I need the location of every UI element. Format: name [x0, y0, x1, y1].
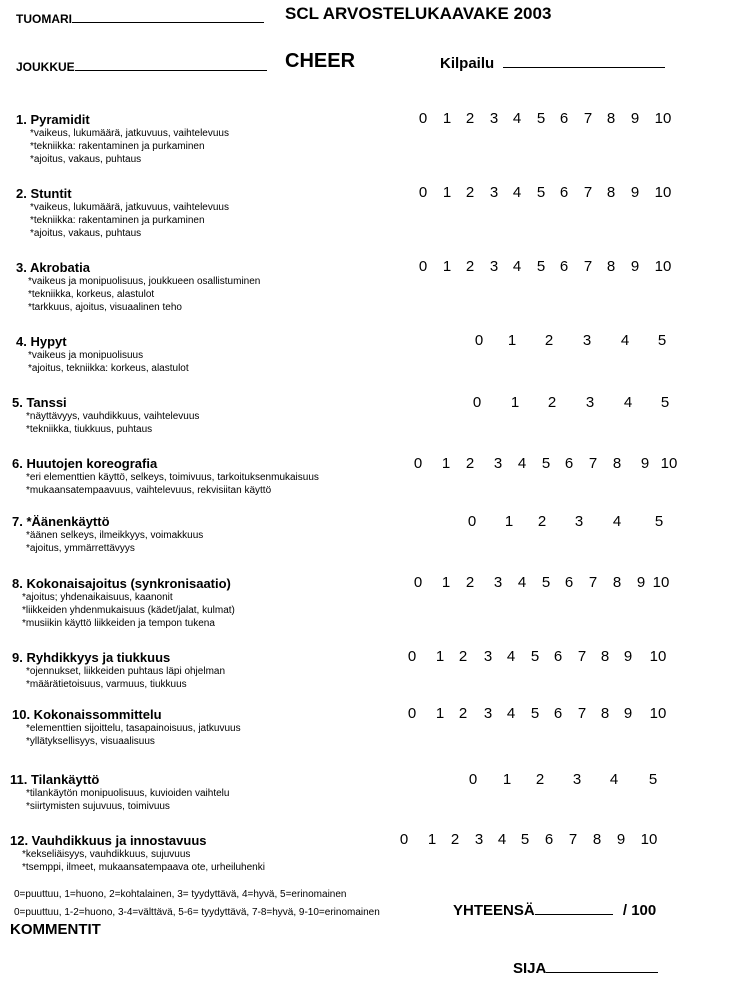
score-option[interactable]: 1 [504, 513, 514, 530]
competition-field [440, 55, 665, 72]
score-option[interactable]: 9 [623, 705, 633, 722]
score-option[interactable]: 1 [502, 771, 512, 788]
criterion-detail: *näyttävyys, vauhdikkuus, vaihtelevuus [26, 411, 200, 422]
score-option[interactable]: 2 [544, 332, 554, 349]
score-option[interactable]: 8 [606, 184, 616, 201]
competition-label: Kilpailu [440, 55, 495, 72]
score-option[interactable]: 8 [600, 705, 610, 722]
criterion-detail: *yllätyksellisyys, visuaalisuus [26, 736, 155, 747]
score-option[interactable]: 3 [489, 110, 499, 127]
score-option[interactable]: 7 [588, 455, 598, 472]
criterion [10, 772, 229, 813]
criterion-detail: *tarkkuus, ajoitus, visuaalinen teho [28, 302, 182, 313]
criterion-detail: *vaikeus ja monipuolisuus [28, 350, 144, 361]
score-option[interactable]: 10 [654, 110, 672, 127]
score-option[interactable]: 4 [623, 394, 633, 411]
criterion [16, 186, 229, 240]
score-option[interactable]: 1 [442, 110, 452, 127]
score-option[interactable]: 1 [442, 184, 452, 201]
score-option[interactable]: 4 [512, 184, 522, 201]
criterion-detail: *ajoitus, vakaus, puhtaus [30, 228, 142, 239]
score-option[interactable]: 8 [600, 648, 610, 665]
criterion-detail: *vaikeus, lukumäärä, jatkuvuus, vaihtelevuus [30, 128, 229, 139]
team-field [16, 58, 267, 74]
score-option[interactable]: 10 [649, 705, 667, 722]
score-option[interactable]: 3 [474, 831, 484, 848]
score-option[interactable]: 6 [559, 110, 569, 127]
score-option[interactable]: 5 [657, 332, 667, 349]
criterion-detail: *ojennukset, liikkeiden puhtaus läpi ohjelman [26, 666, 226, 677]
score-option[interactable]: 1 [435, 705, 445, 722]
score-option[interactable]: 0 [467, 513, 477, 530]
team-input-line[interactable] [75, 58, 267, 71]
criterion-detail: *elementtien sijoittelu, tasapainoisuus, jatkuvuus [26, 723, 241, 734]
score-option[interactable]: 5 [536, 258, 546, 275]
score-option[interactable]: 3 [582, 332, 592, 349]
score-option[interactable]: 1 [442, 258, 452, 275]
score-option[interactable]: 4 [512, 110, 522, 127]
score-option[interactable]: 10 [660, 455, 678, 472]
score-option[interactable]: 8 [606, 258, 616, 275]
criterion-detail: *tekniikka, korkeus, alastulot [28, 289, 155, 300]
rank-field [513, 960, 658, 977]
score-option[interactable]: 5 [541, 455, 551, 472]
criterion-title: 10. Kokonaissommittelu [12, 707, 162, 722]
competition-input-line[interactable] [503, 55, 665, 68]
score-option[interactable]: 9 [616, 831, 626, 848]
score-option[interactable]: 10 [652, 574, 670, 591]
score-option[interactable]: 4 [512, 258, 522, 275]
score-option[interactable]: 6 [553, 705, 563, 722]
score-option[interactable]: 2 [450, 831, 460, 848]
score-option[interactable]: 2 [465, 184, 475, 201]
score-option[interactable]: 0 [418, 258, 428, 275]
criterion [12, 456, 319, 497]
criterion [16, 260, 260, 314]
score-option[interactable]: 2 [547, 394, 557, 411]
comments-label: KOMMENTIT [10, 921, 101, 938]
criterion-detail: *määrätietoisuus, varmuus, tiukkuus [26, 679, 187, 690]
judge-input-line[interactable] [72, 10, 264, 23]
score-option[interactable]: 2 [537, 513, 547, 530]
score-option[interactable]: 0 [413, 455, 423, 472]
criterion-detail: *siirtymisten sujuvuus, toimivuus [26, 801, 170, 812]
criterion-title: 1. Pyramidit [16, 112, 90, 127]
score-option[interactable]: 7 [577, 648, 587, 665]
total-input-line[interactable] [535, 902, 613, 915]
criterion-title: 3. Akrobatia [16, 260, 90, 275]
score-option[interactable]: 3 [493, 574, 503, 591]
score-option[interactable]: 4 [612, 513, 622, 530]
score-option[interactable]: 0 [407, 648, 417, 665]
score-option[interactable]: 3 [483, 705, 493, 722]
score-option[interactable]: 9 [623, 648, 633, 665]
score-option[interactable]: 2 [465, 258, 475, 275]
score-option[interactable]: 5 [541, 574, 551, 591]
score-option[interactable]: 5 [660, 394, 670, 411]
score-option[interactable]: 1 [507, 332, 517, 349]
score-option[interactable]: 6 [564, 574, 574, 591]
score-option[interactable]: 2 [465, 455, 475, 472]
criterion-title: 7. *Äänenkäyttö [12, 514, 110, 529]
score-option[interactable]: 1 [427, 831, 437, 848]
form-title: SCL ARVOSTELUKAAVAKE 2003 [285, 4, 552, 23]
score-option[interactable]: 0 [474, 332, 484, 349]
score-option[interactable]: 1 [441, 455, 451, 472]
score-option[interactable]: 6 [564, 455, 574, 472]
score-option[interactable]: 3 [574, 513, 584, 530]
rank-label: SIJA [513, 960, 547, 977]
criterion-detail: *tekniikka: rakentaminen ja purkaminen [30, 141, 205, 152]
score-option[interactable]: 1 [435, 648, 445, 665]
score-option[interactable]: 3 [585, 394, 595, 411]
score-option[interactable]: 2 [465, 574, 475, 591]
score-option[interactable]: 5 [648, 771, 658, 788]
score-option[interactable]: 2 [535, 771, 545, 788]
score-option[interactable]: 3 [493, 455, 503, 472]
score-option[interactable]: 7 [583, 184, 593, 201]
score-option[interactable]: 0 [468, 771, 478, 788]
criterion-title: 12. Vauhdikkuus ja innostavuus [10, 833, 207, 848]
score-option[interactable]: 9 [636, 574, 646, 591]
criterion-title: 4. Hypyt [16, 334, 67, 349]
score-option[interactable]: 7 [588, 574, 598, 591]
category-title: CHEER [285, 50, 356, 72]
criterion-detail: *ajoitus; yhdenaikaisuus, kaanonit [22, 592, 173, 603]
legend-scale5: 0=puuttuu, 1=huono, 2=kohtalainen, 3= tyydyttävä, 4=hyvä, 5=erinomainen [14, 889, 347, 900]
score-option[interactable]: 0 [418, 110, 428, 127]
judge-label: TUOMARI [16, 12, 72, 26]
criterion-detail: *tekniikka, tiukkuus, puhtaus [26, 424, 153, 435]
score-option[interactable]: 8 [592, 831, 602, 848]
score-option[interactable]: 1 [441, 574, 451, 591]
score-option[interactable]: 2 [465, 110, 475, 127]
criterion [12, 707, 241, 748]
score-option[interactable]: 7 [577, 705, 587, 722]
score-option[interactable]: 0 [418, 184, 428, 201]
score-option[interactable]: 6 [559, 258, 569, 275]
criterion-detail: *eri elementtien käyttö, selkeys, toimivuus, tarkoituksenmukaisuus [26, 472, 319, 483]
score-option[interactable]: 5 [530, 705, 540, 722]
criterion [16, 112, 229, 166]
criterion [12, 576, 235, 630]
rank-input-line[interactable] [546, 960, 658, 973]
score-option[interactable]: 10 [654, 184, 672, 201]
score-option[interactable]: 0 [399, 831, 409, 848]
score-option[interactable]: 4 [517, 455, 527, 472]
score-option[interactable]: 7 [583, 110, 593, 127]
score-option[interactable]: 8 [612, 574, 622, 591]
criterion [10, 833, 265, 874]
score-option[interactable]: 8 [612, 455, 622, 472]
score-option[interactable]: 4 [497, 831, 507, 848]
score-option[interactable]: 0 [407, 705, 417, 722]
score-option[interactable]: 2 [458, 705, 468, 722]
score-option[interactable]: 2 [458, 648, 468, 665]
score-option[interactable]: 3 [489, 258, 499, 275]
score-option[interactable]: 4 [609, 771, 619, 788]
score-option[interactable]: 9 [630, 110, 640, 127]
criterion [12, 395, 199, 436]
criterion [12, 650, 225, 691]
criterion-title: 8. Kokonaisajoitus (synkronisaatio) [12, 576, 231, 591]
score-option[interactable]: 0 [413, 574, 423, 591]
score-option[interactable]: 10 [649, 648, 667, 665]
criterion-detail: *musiikin käyttö liikkeiden ja tempon tukena [22, 618, 215, 629]
score-option[interactable]: 3 [483, 648, 493, 665]
judge-field [16, 10, 264, 26]
score-option[interactable]: 7 [583, 258, 593, 275]
score-option[interactable]: 5 [654, 513, 664, 530]
score-option[interactable]: 9 [630, 184, 640, 201]
criterion-detail: *kekseliäisyys, vauhdikkuus, sujuvuus [22, 849, 191, 860]
criterion-title: 6. Huutojen koreografia [12, 456, 158, 471]
criterion-detail: *ajoitus, vakaus, puhtaus [30, 154, 142, 165]
total-label: YHTEENSÄ [453, 902, 535, 919]
legend-scale10: 0=puuttuu, 1-2=huono, 3-4=välttävä, 5-6= tyydyttävä, 7-8=hyvä, 9-10=erinomainen [14, 907, 380, 918]
score-option[interactable]: 4 [620, 332, 630, 349]
criterion [12, 514, 203, 555]
score-option[interactable]: 10 [654, 258, 672, 275]
criterion-detail: *tsemppi, ilmeet, mukaansatempaava ote, urheiluhenki [22, 862, 265, 873]
team-label: JOUKKUE [16, 60, 75, 74]
score-option[interactable]: 6 [553, 648, 563, 665]
score-option[interactable]: 4 [517, 574, 527, 591]
score-option[interactable]: 5 [536, 184, 546, 201]
score-option[interactable]: 9 [630, 258, 640, 275]
criterion-title: 11. Tilankäyttö [10, 772, 100, 787]
score-option[interactable]: 6 [544, 831, 554, 848]
criterion-detail: *mukaansatempaavuus, vaihtelevuus, rekvisiitan käyttö [26, 485, 272, 496]
criterion-detail: *vaikeus, lukumäärä, jatkuvuus, vaihtelevuus [30, 202, 229, 213]
criterion-detail: *tilankäytön monipuolisuus, kuvioiden vaihtelu [26, 788, 230, 799]
criterion-detail: *liikkeiden yhdenmukaisuus (kädet/jalat, kulmat) [22, 605, 235, 616]
criterion-detail: *vaikeus ja monipuolisuus, joukkueen osallistuminen [28, 276, 261, 287]
criterion-detail: *ajoitus, ymmärrettävyys [26, 543, 135, 554]
criterion-title: 9. Ryhdikkyys ja tiukkuus [12, 650, 171, 665]
score-option[interactable]: 9 [640, 455, 650, 472]
score-option[interactable]: 6 [559, 184, 569, 201]
total-max: / 100 [622, 902, 657, 919]
score-option[interactable]: 3 [572, 771, 582, 788]
criterion-title: 2. Stuntit [16, 186, 72, 201]
score-option[interactable]: 4 [506, 648, 516, 665]
score-option[interactable]: 0 [472, 394, 482, 411]
score-option[interactable]: 1 [510, 394, 520, 411]
criterion-title: 5. Tanssi [12, 395, 67, 410]
score-option[interactable]: 3 [489, 184, 499, 201]
score-option[interactable]: 4 [506, 705, 516, 722]
criterion-detail: *ajoitus, tekniikka: korkeus, alastulot [28, 363, 189, 374]
criterion [16, 334, 189, 375]
score-option[interactable]: 7 [568, 831, 578, 848]
score-option[interactable]: 10 [640, 831, 658, 848]
score-option[interactable]: 5 [530, 648, 540, 665]
score-option[interactable]: 5 [520, 831, 530, 848]
total-field [453, 902, 656, 919]
score-option[interactable]: 8 [606, 110, 616, 127]
score-option[interactable]: 5 [536, 110, 546, 127]
criterion-detail: *äänen selkeys, ilmeikkyys, voimakkuus [26, 530, 204, 541]
criterion-detail: *tekniikka: rakentaminen ja purkaminen [30, 215, 205, 226]
